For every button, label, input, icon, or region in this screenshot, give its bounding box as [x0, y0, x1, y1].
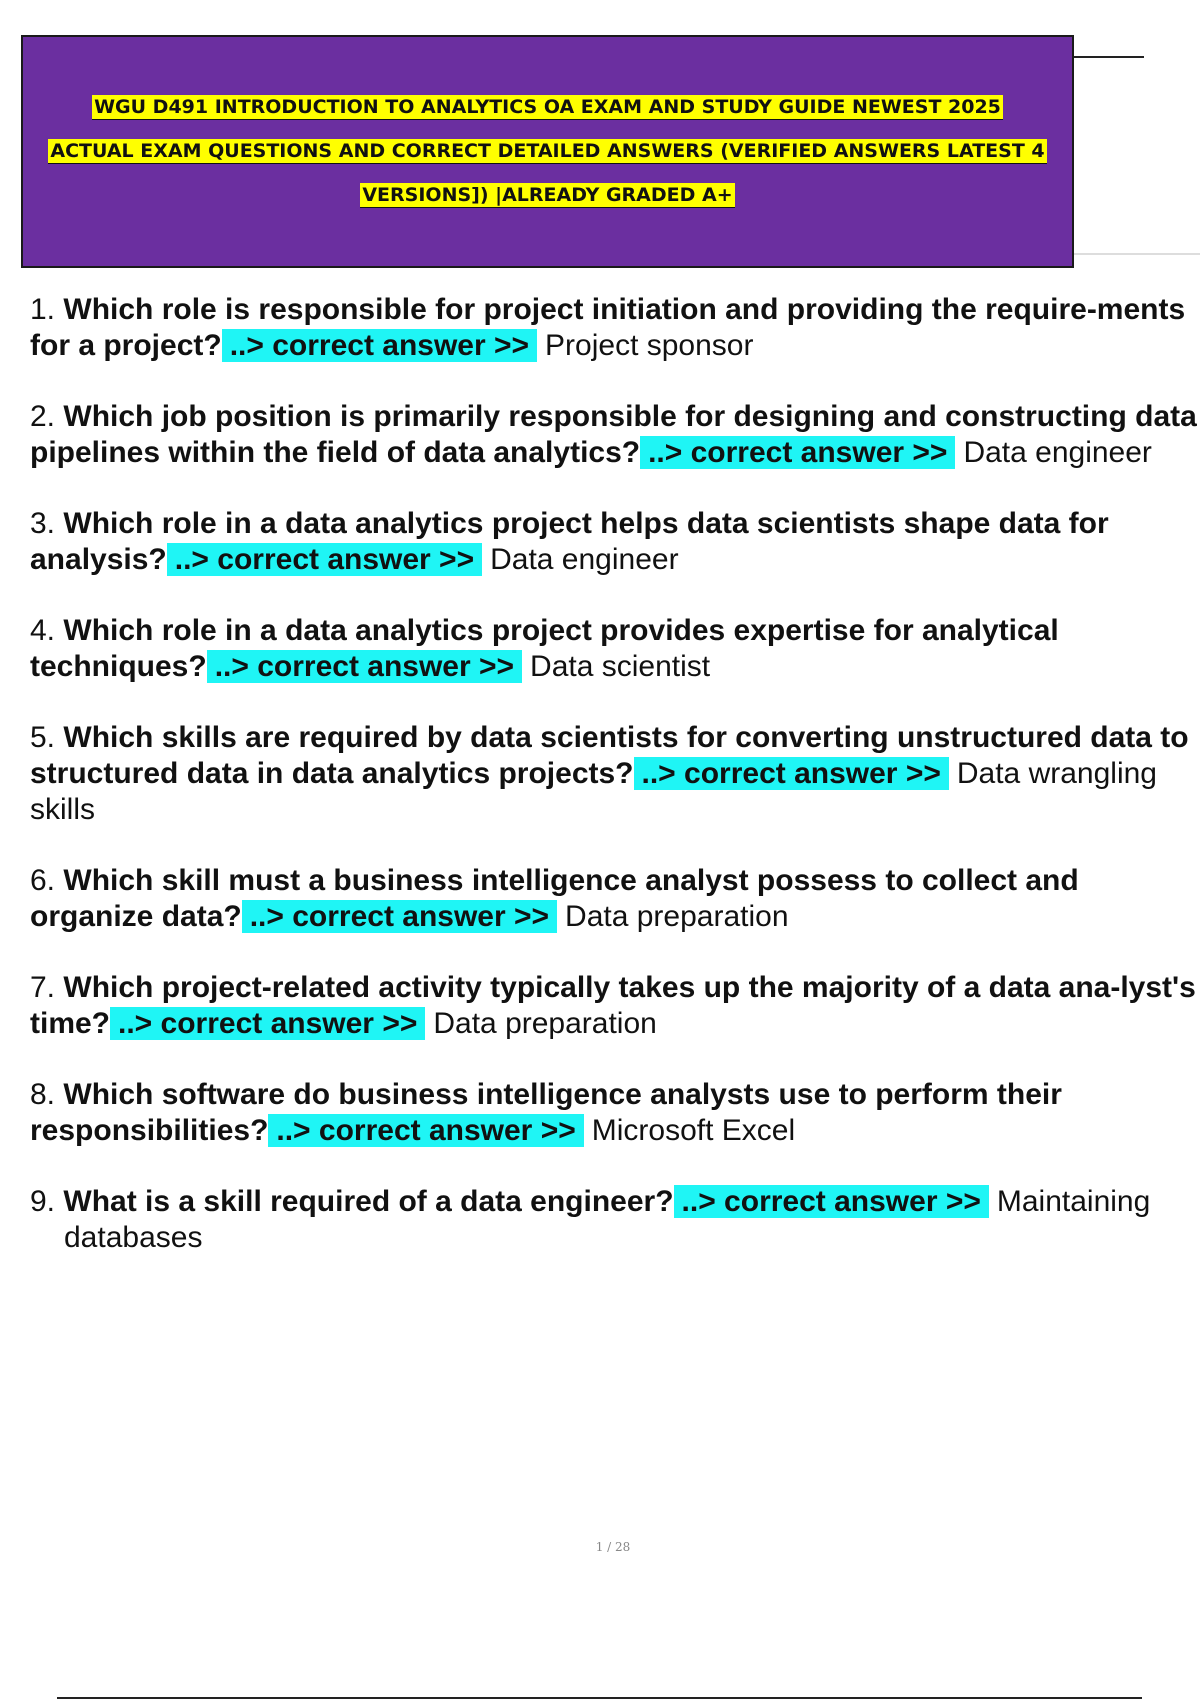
question-item-1	[30, 292, 1200, 364]
question-number: 5.	[30, 721, 56, 754]
answer-text: Data wrangling skills	[30, 757, 1157, 826]
answer-tag: ..> correct answer >>	[110, 1007, 425, 1040]
question-text: Which skills are required by data scientists for converting unstructured data to structured data in data analytics projects?	[30, 721, 1189, 790]
answer-tag: ..> correct answer >>	[222, 329, 537, 362]
question-number: 9.	[30, 1185, 56, 1218]
question-number: 1.	[30, 293, 56, 326]
question-text: Which role in a data analytics project provides expertise for analytical techniques?	[30, 614, 1059, 683]
question-text: Which software do business intelligence analysts use to perform their responsibilities?	[30, 1078, 1062, 1147]
question-text: Which skill must a business intelligence analyst possess to collect and organize data?	[30, 864, 1079, 933]
side-divider	[1074, 253, 1200, 255]
question-number: 4.	[30, 614, 56, 647]
answer-tag: ..> correct answer >>	[207, 650, 522, 683]
answer-text: Data scientist	[530, 650, 711, 683]
question-item-5	[30, 720, 1200, 828]
page-number: 1 / 28	[595, 1540, 631, 1554]
question-number: 3.	[30, 507, 56, 540]
answer-tag: ..> correct answer >>	[640, 436, 955, 469]
question-number: 7.	[30, 971, 56, 1004]
title-line-2: ACTUAL EXAM QUESTIONS AND CORRECT DETAILED ANSWERS (VERIFIED ANSWERS LATEST 4	[50, 139, 1045, 162]
answer-tag: ..> correct answer >>	[167, 543, 482, 576]
question-text: What is a skill required of a data engineer?	[63, 1185, 674, 1218]
answer-text: Data preparation	[433, 1007, 657, 1040]
answer-text: Data engineer	[490, 543, 679, 576]
question-number: 6.	[30, 864, 56, 897]
question-number: 2.	[30, 400, 56, 433]
answer-text: Maintaining databases	[64, 1185, 1151, 1254]
question-item-9	[30, 1184, 1200, 1256]
question-text: Which role in a data analytics project helps data scientists shape data for analysis?	[30, 507, 1109, 576]
question-item-3	[30, 506, 1200, 578]
answer-tag: ..> correct answer >>	[634, 757, 949, 790]
question-item-4	[30, 613, 1200, 685]
question-text: Which job position is primarily responsible for designing and constructing data pipelines within the field of data analytics?	[30, 400, 1197, 469]
question-list	[30, 292, 1200, 1256]
answer-text: Microsoft Excel	[591, 1114, 796, 1147]
title-line-3: VERSIONS]) |ALREADY GRADED A+	[362, 183, 733, 206]
answer-text: Project sponsor	[545, 329, 754, 362]
top-divider	[1074, 56, 1144, 58]
question-text: Which project-related activity typically takes up the majority of a data ana-lyst's time?	[30, 971, 1196, 1040]
answer-tag: ..> correct answer >>	[268, 1114, 583, 1147]
question-item-2	[30, 399, 1200, 471]
question-item-6	[30, 863, 1200, 935]
question-item-8	[30, 1077, 1200, 1149]
answer-tag: ..> correct answer >>	[242, 900, 557, 933]
title-banner	[21, 35, 1074, 268]
answer-tag: ..> correct answer >>	[674, 1185, 989, 1218]
title-line-1: WGU D491 INTRODUCTION TO ANALYTICS OA EXAM AND STUDY GUIDE NEWEST 2025	[94, 95, 1001, 118]
question-text: Which role is responsible for project initiation and providing the require-ments for a project?	[30, 293, 1186, 362]
answer-text: Data preparation	[565, 900, 789, 933]
question-item-7	[30, 970, 1200, 1042]
answer-text: Data engineer	[963, 436, 1152, 469]
bottom-divider	[57, 1697, 1142, 1699]
question-number: 8.	[30, 1078, 56, 1111]
